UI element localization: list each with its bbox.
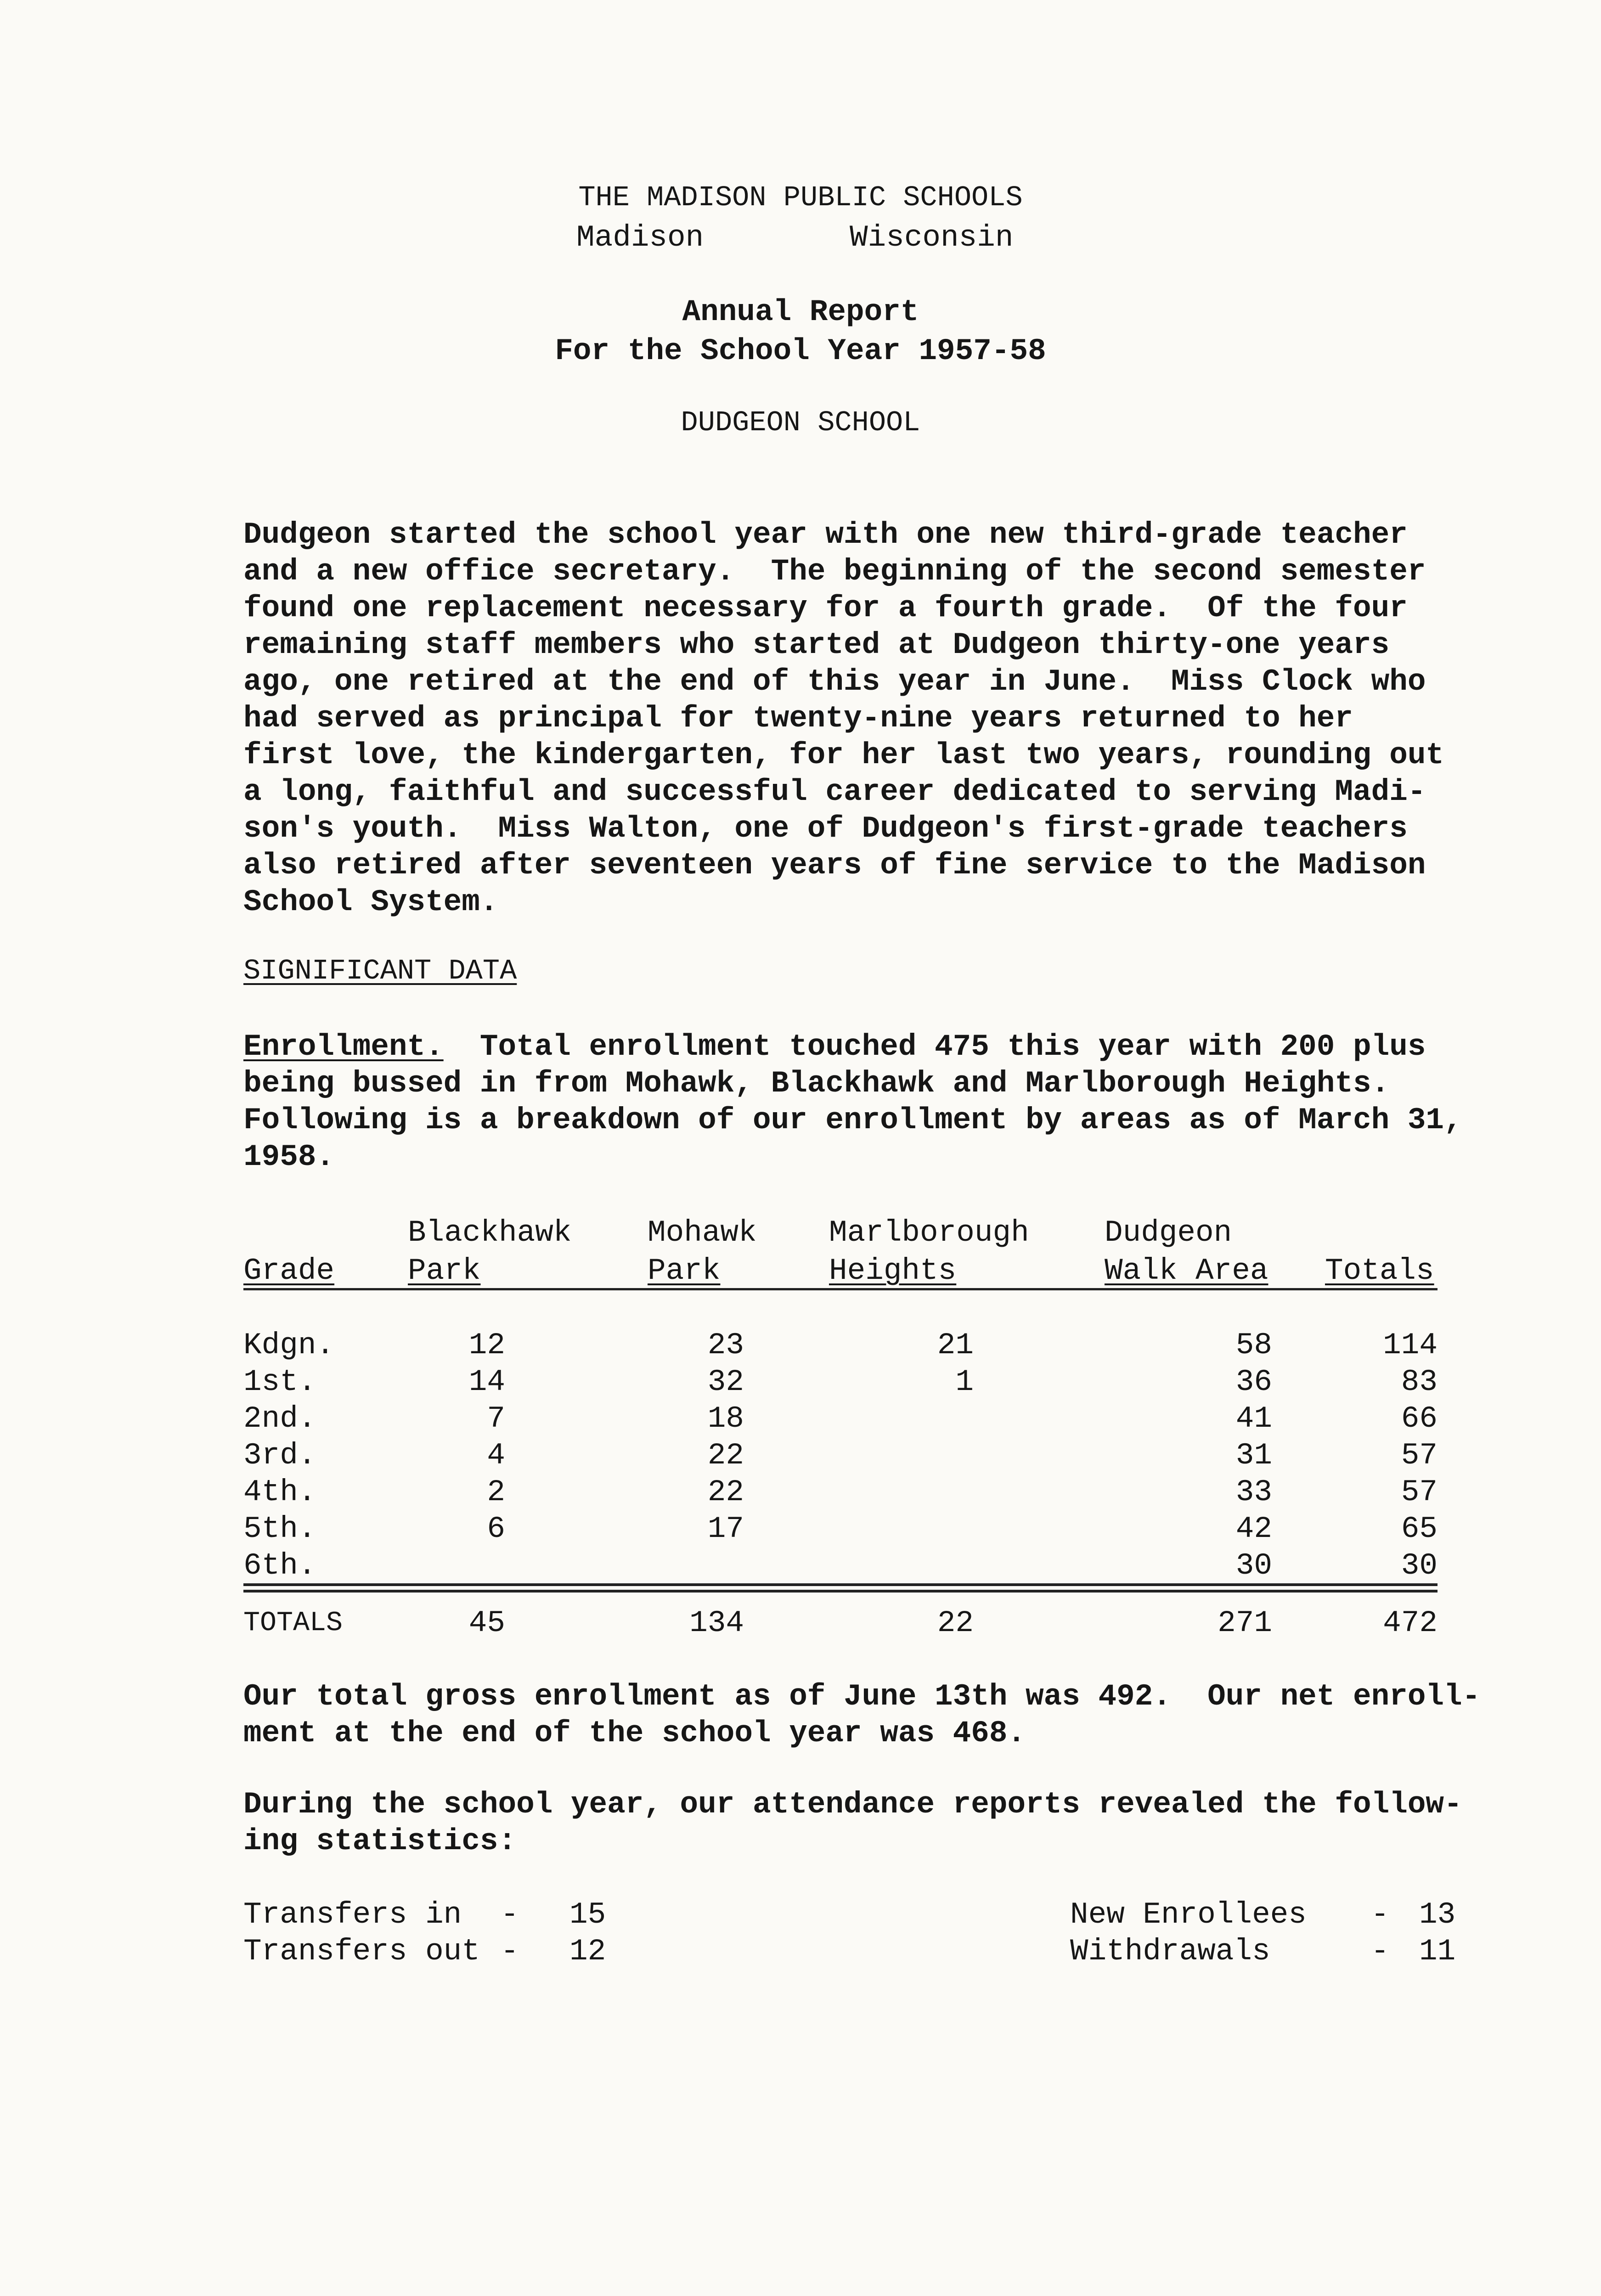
value-cell: 33 (1235, 1475, 1272, 1509)
total-cell: 65 (1401, 1512, 1438, 1546)
grand-total: 472 (1383, 1606, 1438, 1640)
value-cell: 23 (707, 1328, 744, 1362)
value-cell: 17 (707, 1512, 744, 1546)
total-cell: 30 (1401, 1548, 1438, 1583)
col-header-grade: Grade (243, 1254, 335, 1288)
value-cell: 7 (487, 1401, 505, 1436)
totals-row (243, 1605, 1438, 1646)
totals-rule-top (243, 1583, 1438, 1586)
intro-line: found one replacement necessary for a fourth grade. Of the four (243, 591, 1408, 625)
intro-line: had served as principal for twenty-nine years returned to her (243, 701, 1353, 736)
intro-line: remaining staff members who started at Dudgeon thirty-one years (243, 628, 1390, 662)
stat-dash: - (501, 1897, 519, 1932)
section-heading: SIGNIFICANT DATA (243, 955, 517, 987)
total-value: 134 (689, 1606, 744, 1640)
intro-line: also retired after seventeen years of fine service to the Madison (243, 848, 1426, 883)
col-header-heights: Heights (829, 1254, 957, 1288)
summary-line: ment at the end of the school year was 468. (243, 1716, 1026, 1750)
grade-cell: Kdgn. (243, 1328, 335, 1362)
total-cell: 57 (1401, 1438, 1438, 1473)
grade-cell: 1st. (243, 1365, 316, 1399)
value-cell: 21 (937, 1328, 974, 1362)
school-name: DUDGEON SCHOOL (681, 406, 920, 439)
total-cell: 114 (1383, 1328, 1438, 1362)
attendance-line: ing statistics: (243, 1824, 517, 1858)
enrollment-line: being bussed in from Mohawk, Blackhawk and Marlborough Heights. (243, 1066, 1390, 1101)
stat-label: New Enrollees (1070, 1897, 1325, 1932)
grade-cell: 4th. (243, 1475, 316, 1509)
org-name: THE MADISON PUBLIC SCHOOLS (578, 181, 1023, 214)
intro-line: a long, faithful and successful career dedicated to serving Madi- (243, 775, 1426, 809)
col-header-walk-area: Walk Area (1105, 1254, 1268, 1288)
stat-dash: - (501, 1934, 519, 1969)
stat-value: 12 (569, 1934, 606, 1969)
value-cell: 6 (487, 1512, 505, 1546)
value-cell: 30 (1235, 1548, 1272, 1583)
total-value: 45 (468, 1606, 505, 1640)
attendance-paragraph (243, 1786, 1483, 1860)
value-cell: 18 (707, 1401, 744, 1436)
city: Madison (576, 220, 704, 255)
value-cell: 31 (1235, 1438, 1272, 1473)
summary-line: Our total gross enrollment as of June 13th was 492. Our net enroll- (243, 1679, 1481, 1714)
col-header-totals: Totals (1325, 1254, 1434, 1288)
intro-line: Dudgeon started the school year with one new third-grade teacher (243, 518, 1408, 552)
value-cell: 4 (487, 1438, 505, 1473)
stat-label: Transfers out (243, 1934, 498, 1969)
value-cell: 22 (707, 1475, 744, 1509)
stat-dash: - (1371, 1934, 1389, 1969)
intro-line: and a new office secretary. The beginning of the second semester (243, 554, 1426, 589)
totals-label: TOTALS (243, 1608, 343, 1639)
stat-value: 13 (1419, 1897, 1456, 1932)
report-title: Annual Report (682, 295, 919, 329)
grade-cell: 3rd. (243, 1438, 316, 1473)
enrollment-label: Enrollment. (243, 1030, 444, 1064)
grade-cell: 2nd. (243, 1401, 316, 1436)
table-body (243, 1327, 1438, 1584)
intro-line: ago, one retired at the end of this year in June. Miss Clock who (243, 664, 1426, 699)
grade-cell: 5th. (243, 1512, 316, 1546)
total-cell: 83 (1401, 1365, 1438, 1399)
col-header-dudgeon: Dudgeon (1105, 1216, 1232, 1250)
summary-paragraph (243, 1678, 1483, 1752)
stat-value: 11 (1419, 1934, 1456, 1969)
col-header-mohawk: Mohawk (648, 1216, 757, 1250)
value-cell: 1 (955, 1365, 974, 1399)
value-cell: 42 (1235, 1512, 1272, 1546)
value-cell: 58 (1235, 1328, 1272, 1362)
value-cell: 2 (487, 1475, 505, 1509)
total-cell: 66 (1401, 1401, 1438, 1436)
attendance-line: During the school year, our attendance reports revealed the follow- (243, 1787, 1462, 1822)
intro-line: first love, the kindergarten, for her last two years, rounding out (243, 738, 1444, 772)
total-cell: 57 (1401, 1475, 1438, 1509)
stat-label: Withdrawals (1070, 1934, 1325, 1969)
stat-dash: - (1371, 1897, 1389, 1932)
value-cell: 32 (707, 1365, 744, 1399)
value-cell: 12 (468, 1328, 505, 1362)
value-cell: 41 (1235, 1401, 1272, 1436)
col-header-blackhawk-park: Park (408, 1254, 481, 1288)
value-cell: 14 (468, 1365, 505, 1399)
col-header-marlborough: Marlborough (829, 1216, 1029, 1250)
value-cell: 36 (1235, 1365, 1272, 1399)
header-rule (243, 1288, 1438, 1290)
intro-line: School System. (243, 885, 498, 919)
state: Wisconsin (850, 220, 1014, 255)
intro-paragraph (243, 517, 1447, 921)
total-value: 271 (1218, 1606, 1272, 1640)
report-year: For the School Year 1957-58 (555, 334, 1046, 368)
intro-line: son's youth. Miss Walton, one of Dudgeon's first-grade teachers (243, 811, 1408, 846)
grade-cell: 6th. (243, 1548, 316, 1583)
enrollment-line: Following is a breakdown of our enrollment by areas as of March 31, (243, 1103, 1462, 1137)
enrollment-line: 1958. (243, 1140, 335, 1174)
col-header-mohawk-park: Park (648, 1254, 721, 1288)
col-header-blackhawk: Blackhawk (408, 1216, 572, 1250)
totals-rule-bottom (243, 1590, 1438, 1593)
enrollment-paragraph (243, 1029, 1462, 1176)
value-cell: 22 (707, 1438, 744, 1473)
stat-value: 15 (569, 1897, 606, 1932)
stat-label: Transfers in (243, 1897, 498, 1932)
enrollment-line: Total enrollment touched 475 this year with 200 plus (443, 1030, 1426, 1064)
total-value: 22 (937, 1606, 974, 1640)
